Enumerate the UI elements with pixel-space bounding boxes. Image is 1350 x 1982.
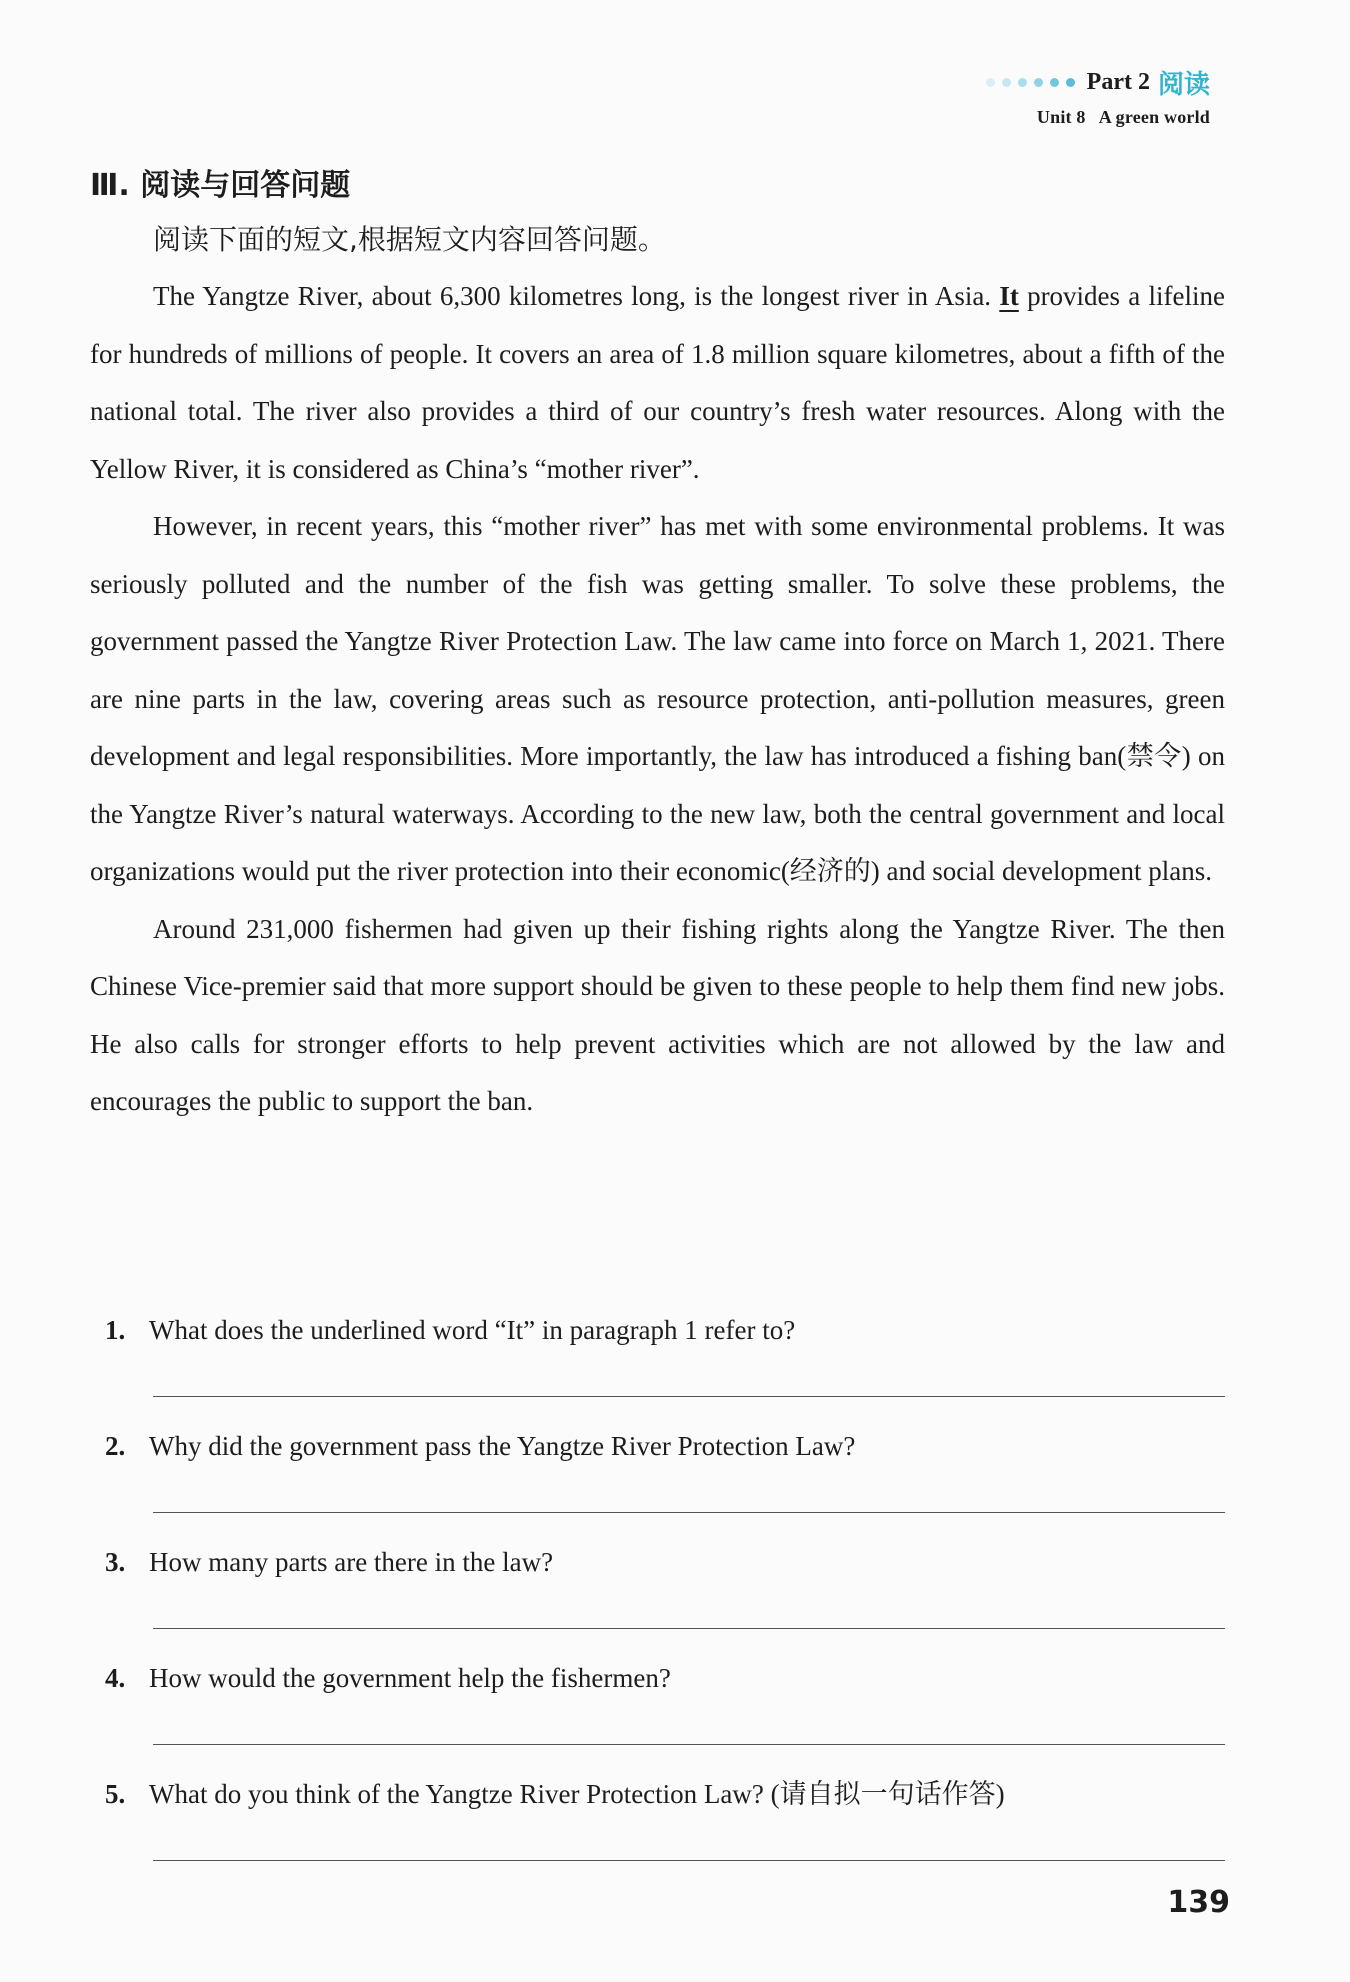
dot-icon [986, 78, 995, 87]
question-number: 5. [105, 1779, 126, 1809]
passage-paragraph-1 [90, 268, 1225, 498]
question-list [105, 1310, 1225, 1890]
dot-icon [1002, 78, 1011, 87]
question-text: What do you think of the Yangtze River Protection Law? (请自拟一句话作答) [149, 1779, 1005, 1809]
dot-icon [1050, 78, 1059, 87]
underlined-word: It [999, 281, 1019, 311]
unit-title: A green world [1098, 107, 1210, 127]
question-text: How many parts are there in the law? [149, 1547, 554, 1577]
question-number: 1. [105, 1315, 126, 1345]
question-item [105, 1658, 1225, 1774]
question-number: 2. [105, 1431, 126, 1461]
dot-icon [1034, 78, 1043, 87]
header-unit-line [986, 107, 1210, 128]
section-title: Ⅲ. 阅读与回答问题 [90, 168, 351, 203]
question-item [105, 1310, 1225, 1426]
dot-icon [1066, 78, 1075, 87]
question-text: What does the underlined word “It” in paragraph 1 refer to? [149, 1315, 796, 1345]
passage-paragraph-2: However, in recent years, this “mother river” has met with some environmental problems. It was seriously polluted and the number of the fish was getting smaller. To solve these problems, the government passed the Yangtze River Protection Law. The law came into force on March 1, 2021. There are nine parts in the law, covering areas such as resource protection, anti-pollution measures, green development and legal responsibilities. More importantly, the law has introduced a fishing ban(禁令) on the Yangtze River’s natural waterways. According to the new law, both the central government and local organizations would put the river protection into their economic(经济的) and social development plans. [90, 511, 1225, 886]
question-number: 3. [105, 1547, 126, 1577]
question-item [105, 1542, 1225, 1658]
paragraph-1-text-a: The Yangtze River, about 6,300 kilometres long, is the longest river in Asia. [153, 281, 1000, 311]
paragraph-1-text-b: provides a lifeline for hundreds of millions of people. It covers an area of 1.8 million square kilometres, about a fifth of the national total. The river also provides a third of our country’s fresh water resources. Along with the Yellow River, it is considered as China’s “mother river”. [90, 281, 1225, 484]
answer-line[interactable] [153, 1628, 1225, 1629]
answer-line[interactable] [153, 1396, 1225, 1397]
question-item [105, 1774, 1225, 1890]
decorative-dots [986, 78, 1075, 87]
passage-paragraph-3: Around 231,000 fishermen had given up their fishing rights along the Yangtze River. The then Chinese Vice-premier said that more support should be given to these people to help them find new jobs. He also calls for stronger efforts to help prevent activities which are not allowed by the law and encourages the public to support the ban. [90, 913, 1225, 1116]
question-text: Why did the government pass the Yangtze River Protection Law? [149, 1431, 856, 1461]
reading-passage [90, 268, 1225, 1131]
section-instruction: 阅读下面的短文,根据短文内容回答问题。 [153, 223, 666, 256]
page-header [986, 64, 1210, 128]
answer-line[interactable] [153, 1860, 1225, 1861]
question-item [105, 1426, 1225, 1542]
page-number: 139 [1167, 1885, 1230, 1920]
answer-line[interactable] [153, 1744, 1225, 1745]
question-text: How would the government help the fishermen? [149, 1663, 671, 1693]
unit-label: Unit 8 [1036, 107, 1086, 127]
part-label: Part 2 [1086, 69, 1150, 95]
question-number: 4. [105, 1663, 126, 1693]
answer-line[interactable] [153, 1512, 1225, 1513]
reading-label: 阅读 [1157, 70, 1210, 100]
header-part-line [986, 64, 1210, 101]
dot-icon [1018, 78, 1027, 87]
